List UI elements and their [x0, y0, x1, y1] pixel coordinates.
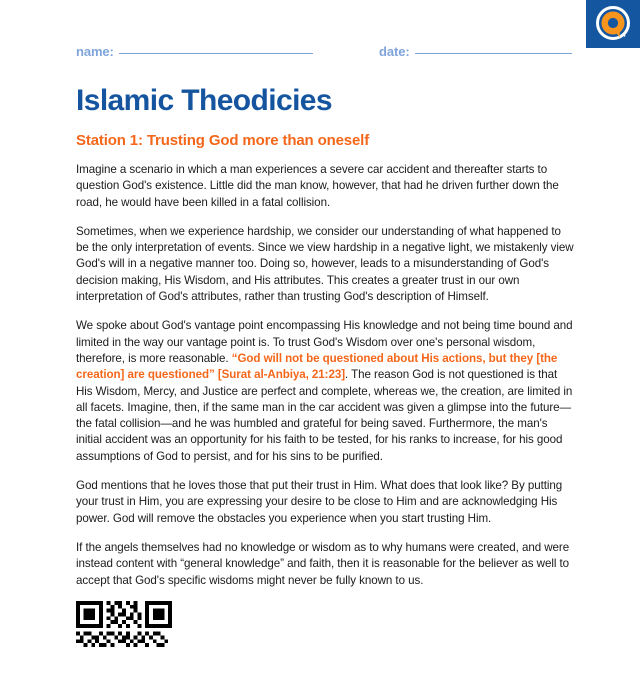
station-heading: Station 1: Trusting God more than oneself — [76, 132, 370, 149]
page-title: Islamic Theodicies — [76, 84, 332, 117]
student-meta-row — [76, 44, 570, 66]
quran-quote: “God will not be questioned about His actions, but they [the creation] are questioned” [Surat al-Anbiya, 21:23] — [76, 351, 558, 382]
paragraph-1: Imagine a scenario in which a man experiences a severe car accident and thereafter starts to question God's existence. Little did the man know, however, that had he driven further down the road, he would have been killed in a fatal collision. — [76, 163, 559, 209]
date-input-rule[interactable] — [415, 53, 572, 54]
name-label: name: — [76, 44, 114, 59]
paragraph-3 — [76, 318, 574, 465]
worksheet-body — [76, 162, 574, 589]
paragraph-5: If the angels themselves had no knowledge or wisdom as to why humans were created, and were instead content with “general knowledge” and faith, then it is reasonable for the believer as well to accept that God's specific wisdoms might never be fully known to us. — [76, 540, 570, 587]
brand-logo — [586, 0, 640, 48]
qr-code-graphic — [76, 601, 172, 697]
paragraph-2: Sometimes, when we experience hardship, we consider our understanding of what happened to be the only interpretation of events. Since we view hardship in a negative light, we mistakenly view God's will in a negative manner too. Doing so, however, leads to a misunderstanding of God's decision making, His Wisdom, and His attributes. This creates a greater trust in our own interpretation of God's attributes, rather than trusting God's description of Himself. — [76, 224, 574, 304]
name-field[interactable] — [76, 44, 313, 59]
qr-code-icon[interactable] — [76, 601, 172, 697]
date-label: date: — [379, 44, 410, 59]
paragraph-4: God mentions that he loves those that put their trust in Him. What does that look like? By putting your trust in Him, you are expressing your desire to be close to Him and are acknowledging His power. God will remove the obstacles you experience when you start trusting Him. — [76, 479, 563, 525]
quran-q-logo-icon — [593, 5, 633, 43]
paragraph-3-intro: We spoke about God's vantage point encompassing His knowledge and not being time bound and limited in the way our vantage point is. To trust God's Wisdom over one's personal wisdom, therefore, is more reasonable. — [76, 319, 573, 365]
date-field[interactable] — [379, 44, 572, 59]
name-input-rule[interactable] — [119, 53, 313, 54]
paragraph-3-continued: . The reason God is not questioned is that His Wisdom, Mercy, and Justice are perfect and complete, whereas we, the creation, are limited in all facets. Imagine, then, if the same man in the car accident was given a glimpse into the future—the fatal collision—and he was humbled and grateful for being saved. Furthermore, the man's initial accident was an opportunity for his faith to be tested, for his ranks to increase, for his good assumptions of God to persist, and for his sins to be purified. — [76, 368, 573, 463]
